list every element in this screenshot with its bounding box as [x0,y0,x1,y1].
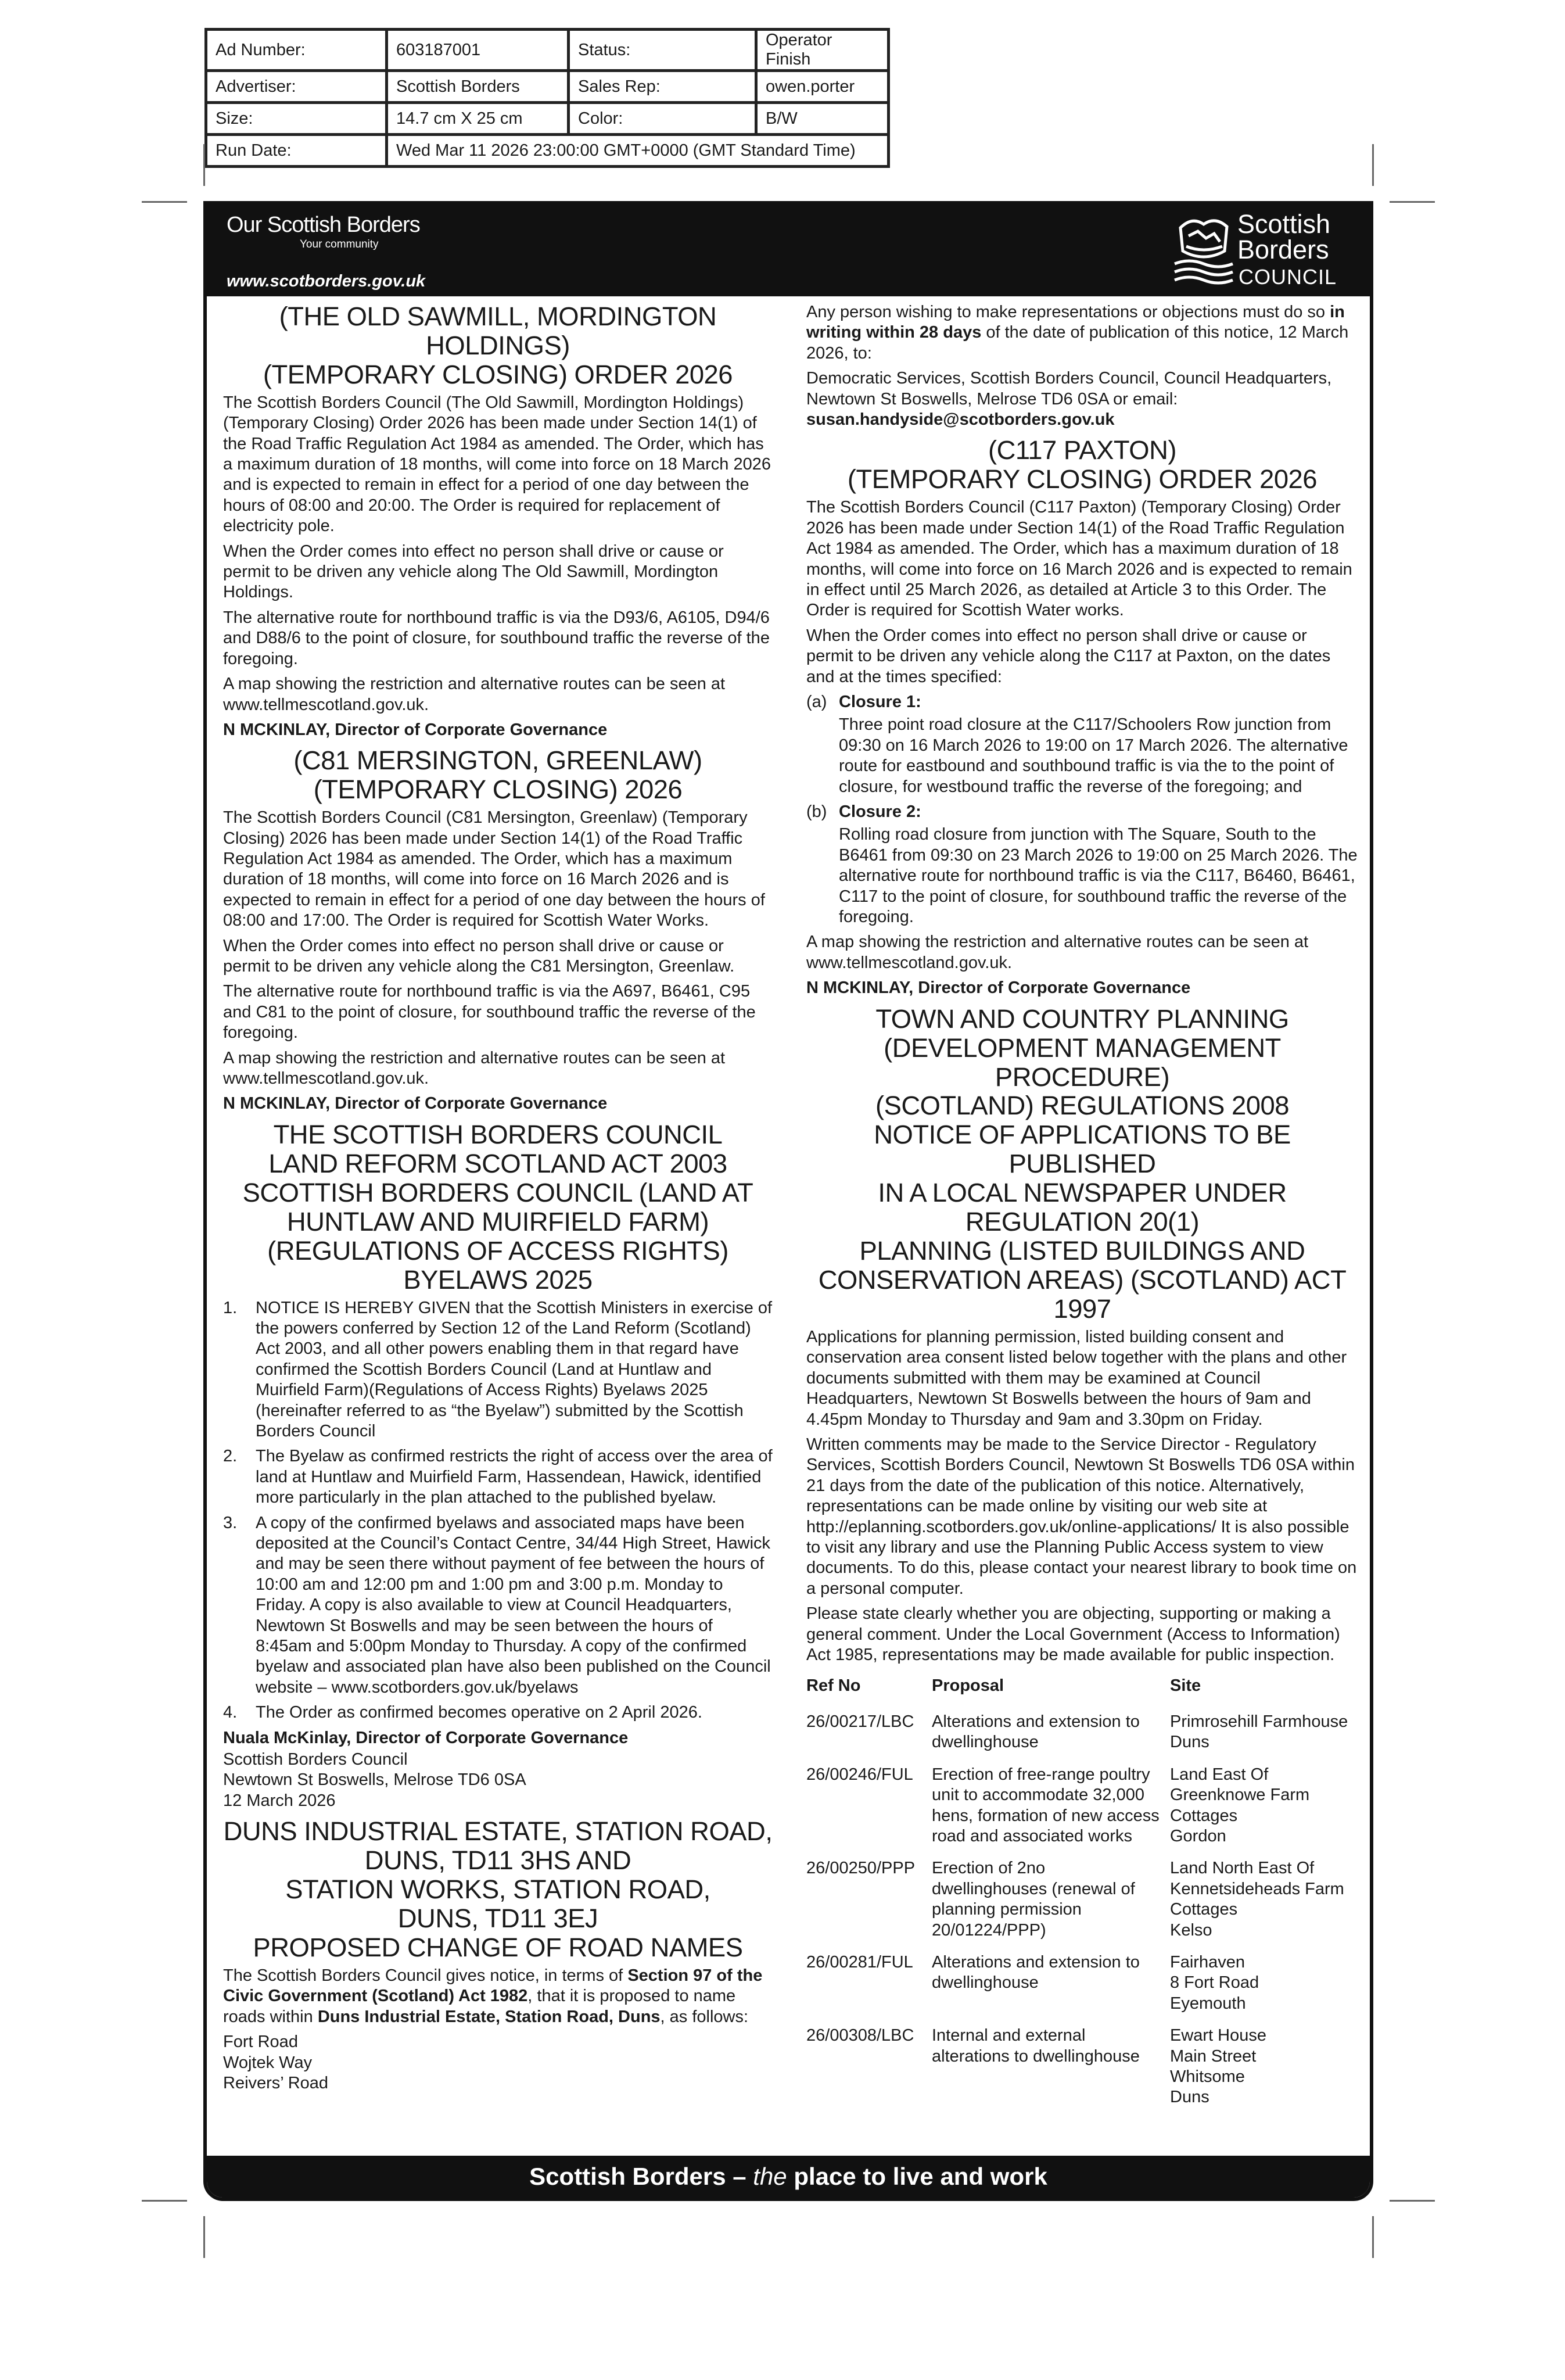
info-value: 603187001 [387,30,569,71]
signature: N MCKINLAY, Director of Corporate Governance [806,978,1191,998]
table-row [806,1765,1358,1859]
advertisement [203,201,1373,2201]
notice-title: (C81 MERSINGTON, GREENLAW) (TEMPORARY CLOSING) 2026 [293,745,702,805]
table-row [806,1952,1358,2026]
applications-table [806,1676,1358,2119]
notice-paragraph: When the Order comes into effect no person shall drive or cause or permit to be driven any vehicle along the C81 Mersington, Greenlaw. [223,936,735,976]
notice-paragraph: Please state clearly whether you are objecting, supporting or making a general comment. Under the Local Government (Access to Information) Act 1985, representations may be made available for public inspection. [806,1604,1340,1665]
site-cell: Land North East Of Kennetsideheads Farm Cottages Kelso [1170,1859,1344,1940]
info-label: Size: [206,103,387,135]
info-row [206,103,889,135]
ref-cell: 26/00246/FUL [806,1765,913,1784]
notice-paragraph: Any person wishing to make representations or objections must do so in writing within 28 days of the date of publication of this notice, 12 March 2026, to: [806,303,1349,363]
info-value: owen.porter [756,71,889,103]
info-label: Run Date: [206,135,387,167]
notice-paragraph: A map showing the restriction and alternative routes can be seen at www.tellmescotland.gov.uk. [806,933,1309,972]
road-name: Wojtek Way [223,2053,313,2072]
notice-title: THE SCOTTISH BORDERS COUNCIL LAND REFORM SCOTLAND ACT 2003 SCOTTISH BORDERS COUNCIL (LAND AT HUNTLAW AND MUIRFIELD FARM) (REGULATIONS OF ACCESS RIGHTS) BYELAWS 2025 [242,1119,753,1295]
council-name: Scottish Borders [1237,209,1331,264]
notice-title: TOWN AND COUNTRY PLANNING (DEVELOPMENT MANAGEMENT PROCEDURE) (SCOTLAND) REGULATIONS 2008 NOTICE OF APPLICATIONS TO BE PUBLISHED IN A LOCAL NEWSPAPER UNDER REGULATION 20(1) PLANNING (LISTED BUILDINGS AND CONSERVATION AREAS) (SCOTLAND) ACT 1997 [818,1003,1347,1324]
info-value: Wed Mar 11 2026 23:00:00 GMT+0000 (GMT Standard Time) [387,135,889,167]
info-value: Operator Finish [756,30,889,71]
table-header-row [806,1676,1358,1711]
column-header: Site [1170,1676,1201,1696]
site-cell: Ewart House Main Street Whitsome Duns [1170,2026,1267,2107]
info-row [206,71,889,103]
proposal-cell: Alterations and extension to dwellinghouse [932,1712,1140,1752]
notice-paragraph: When the Order comes into effect no person shall drive or cause or permit to be driven any vehicle along the C117 at Paxton, on the dates and at the times specified: [806,626,1331,686]
left-column [223,302,773,2098]
council-word: COUNCIL [1239,265,1337,289]
address-line: Scottish Borders Council [223,1750,408,1769]
notice-paragraph: Applications for planning permission, listed building consent and conservation area consent listed below together with the plans and other documents submitted with them may be examined at Council Headquarters, Newtown St Boswells between the hours of 9am and 4.45pm Monday to Thursday and 9am and 3.30pm on Friday. [806,1327,1347,1429]
closure-text: Three point road closure at the C117/Schoolers Row junction from 09:30 on 16 March 2026 to 19:00 on 17 March 2026. The alternative route for eastbound and southbound traffic is via the to the point of closure, for westbound traffic the reverse of the foregoing; and [839,715,1348,796]
council-logo [1169,210,1355,292]
crop-mark [142,201,187,203]
crop-mark [203,2216,205,2258]
notice-paragraph: Written comments may be made to the Service Director - Regulatory Services, Scottish Borders Council, Newtown St Boswells TD6 0SA within 21 days from the date of the publication of this notice. Alternatively, representations can be made online by visiting our web site at http://eplanning.scotborders.gov.uk/online-applications/ It is also possible to visit any library and use the Planning Public Access system to view documents. To do this, please contact your nearest library to book time on a personal computer. [806,1435,1357,1598]
notice-title: DUNS INDUSTRIAL ESTATE, STATION ROAD, DUNS, TD11 3HS AND STATION WORKS, STATION ROAD, DUNS, TD11 3EJ PROPOSED CHANGE OF ROAD NAMES [223,1816,773,1962]
crop-mark [203,144,205,186]
table-row [806,1712,1358,1765]
footer-banner: Scottish Borders – the place to live and work [207,2156,1370,2198]
info-value: Scottish Borders [387,71,569,103]
info-row [206,135,889,167]
closure-item: (b) Closure 2: [806,802,921,821]
logo-tagline: Your community [300,238,379,250]
notice-paragraph: A map showing the restriction and alternative routes can be seen at www.tellmescotland.gov.uk. [223,1048,726,1088]
signature: N MCKINLAY, Director of Corporate Governance [223,1094,608,1113]
site-cell: Primrosehill Farmhouse Duns [1170,1712,1348,1752]
list-item: 2. The Byelaw as confirmed restricts the right of access over the area of land at Huntlaw and Muirfield Farm, Hassendean, Hawick, identified more particularly in the plan attached to the published byelaw. [223,1447,773,1507]
proposal-cell: Erection of free-range poultry unit to accommodate 32,000 hens, formation of new access road and associated works [932,1765,1160,1845]
proposal-cell: Internal and external alterations to dwellinghouse [932,2026,1140,2066]
list-item: 4. The Order as confirmed becomes operative on 2 April 2026. [223,1703,702,1722]
info-row [206,30,889,71]
notice-paragraph: The alternative route for northbound traffic is via the D93/6, A6105, D94/6 and D88/6 to the point of closure, for southbound traffic the reverse of the foregoing. [223,608,770,668]
info-label: Status: [569,30,756,71]
notice-paragraph: The Scottish Borders Council (The Old Sawmill, Mordington Holdings) (Temporary Closing) Order 2026 has been made under Section 14(1) of the Road Traffic Regulation Act 1984 as amended. The Order, which has a maximum duration of 18 months, will come into force on 18 March 2026 and is expected to remain in effect for a period of one day between the hours of 08:00 and 20:00. The Order is required for replacement of electricity pole. [223,393,771,536]
road-name: Fort Road [223,2033,298,2052]
road-name: Reivers’ Road [223,2073,329,2092]
info-label: Advertiser: [206,71,387,103]
signature: Nuala McKinlay, Director of Corporate Governance [223,1728,629,1747]
closure-text: Rolling road closure from junction with The Square, South to the B6461 from 09:30 on 23 March 2026 to 19:00 on 25 March 2026. The alternative route for northbound traffic is via the C117, B6460, B6461, C117 to the point of closure, for southbound traffic the reverse of the foregoing. [839,825,1358,927]
list-item: 3. A copy of the confirmed byelaws and associated maps have been deposited at the Council’s Contact Centre, 34/44 High Street, Hawick and may be seen there without payment of fee between the hours of 10:00 am and 12:00 pm and 1:00 pm and 3:00 p.m. Monday to Friday. A copy is also available to view at Council Headquarters, Newtown St Boswells and may be seen between the hours of 8:45am and 5:00pm Monday to Thursday. A copy of the confirmed byelaw and associated plan have also been published on the Council website – www.scotborders.gov.uk/byelaws [223,1513,771,1697]
our-scottish-borders-logo: Our Scottish Borders [227,213,420,237]
info-label: Ad Number: [206,30,387,71]
column-header: Ref No [806,1676,861,1696]
proposal-cell: Erection of 2no dwellinghouses (renewal of planning permission 20/01224/PPP) [932,1859,1135,1940]
ref-cell: 26/00281/FUL [806,1952,913,1972]
ref-cell: 26/00250/PPP [806,1859,916,1878]
crop-mark [1372,144,1374,186]
column-header: Proposal [932,1676,1004,1696]
notice-paragraph: When the Order comes into effect no person shall drive or cause or permit to be driven any vehicle along The Old Sawmill, Mordington Holdings. [223,542,724,602]
ref-cell: 26/00308/LBC [806,2026,914,2045]
notice-paragraph: The Scottish Borders Council (C117 Paxton) (Temporary Closing) Order 2026 has been made under Section 14(1) of the Road Traffic Regulation Act 1984 as amended. The Order, which has a maximum duration of 18 months, will come into force on 16 March 2026 and is expected to remain in effect until 25 March 2026, as detailed at Article 3 to this Order. The Order is required for Scottish Water works. [806,498,1352,620]
crop-mark [142,2200,187,2202]
site-cell: Fairhaven 8 Fort Road Eyemouth [1170,1952,1259,2013]
address-line: Newtown St Boswells, Melrose TD6 0SA [223,1770,526,1790]
info-label: Color: [569,103,756,135]
list-item: 1. NOTICE IS HEREBY GIVEN that the Scottish Ministers in exercise of the powers conferred by Section 12 of the Land Reform (Scotland) Act 2003, and all other powers enabling them in that regard have confirmed the Scottish Borders Council (Land at Huntlaw and Muirfield Farm)(Regulations of Access Rights) Byelaws 2025 (hereinafter referred to as “the Byelaw”) submitted by the Scottish Borders Council [223,1298,773,1440]
info-value: B/W [756,103,889,135]
notice-paragraph: Democratic Services, Scottish Borders Council, Council Headquarters, Newtown St Boswells, Melrose TD6 0SA or email: susan.handyside@scotborders.gov.uk [806,369,1332,429]
byelaw-list [223,1298,773,1723]
website-url: www.scotborders.gov.uk [227,272,426,291]
crest-icon [1169,210,1239,286]
table-row [806,2026,1358,2120]
info-value: 14.7 cm X 25 cm [387,103,569,135]
notice-date: 12 March 2026 [223,1791,336,1810]
crop-mark [1372,2216,1374,2258]
crop-mark [1390,201,1435,203]
closure-item: (a) Closure 1: [806,692,921,711]
site-cell: Land East Of Greenknowe Farm Cottages Gordon [1170,1765,1310,1845]
crop-mark [1390,2200,1435,2202]
notice-paragraph: A map showing the restriction and alternative routes can be seen at www.tellmescotland.gov.uk. [223,675,726,714]
header-banner [207,205,1370,296]
proposal-cell: Alterations and extension to dwellinghouse [932,1952,1140,1992]
right-column [806,302,1358,2120]
ad-info-table [204,28,890,168]
ref-cell: 26/00217/LBC [806,1712,914,1731]
notice-paragraph: The alternative route for northbound traffic is via the A697, B6461, C95 and C81 to the point of closure, for southbound traffic the reverse of the foregoing. [223,982,756,1042]
notice-title: (THE OLD SAWMILL, MORDINGTON HOLDINGS) (TEMPORARY CLOSING) ORDER 2026 [263,302,733,389]
signature: N MCKINLAY, Director of Corporate Governance [223,720,608,739]
notice-paragraph: The Scottish Borders Council gives notice, in terms of Section 97 of the Civic Government (Scotland) Act 1982, that it is proposed to name roads within Duns Industrial Estate, Station Road, Duns, as follows: [223,1966,763,2026]
notice-paragraph: The Scottish Borders Council (C81 Mersington, Greenlaw) (Temporary Closing) 2026 has been made under Section 14(1) of the Road Traffic Regulation Act 1984 as amended. The Order, which has a maximum duration of 18 months, will come into force on 16 March 2026 and is expected to remain in effect for a period of one day between the hours of 08:00 and 17:00. The Order is required for Scottish Water Works. [223,808,765,930]
info-label: Sales Rep: [569,71,756,103]
table-row [806,1858,1358,1952]
notice-title: (C117 PAXTON) (TEMPORARY CLOSING) ORDER 2026 [847,435,1318,494]
